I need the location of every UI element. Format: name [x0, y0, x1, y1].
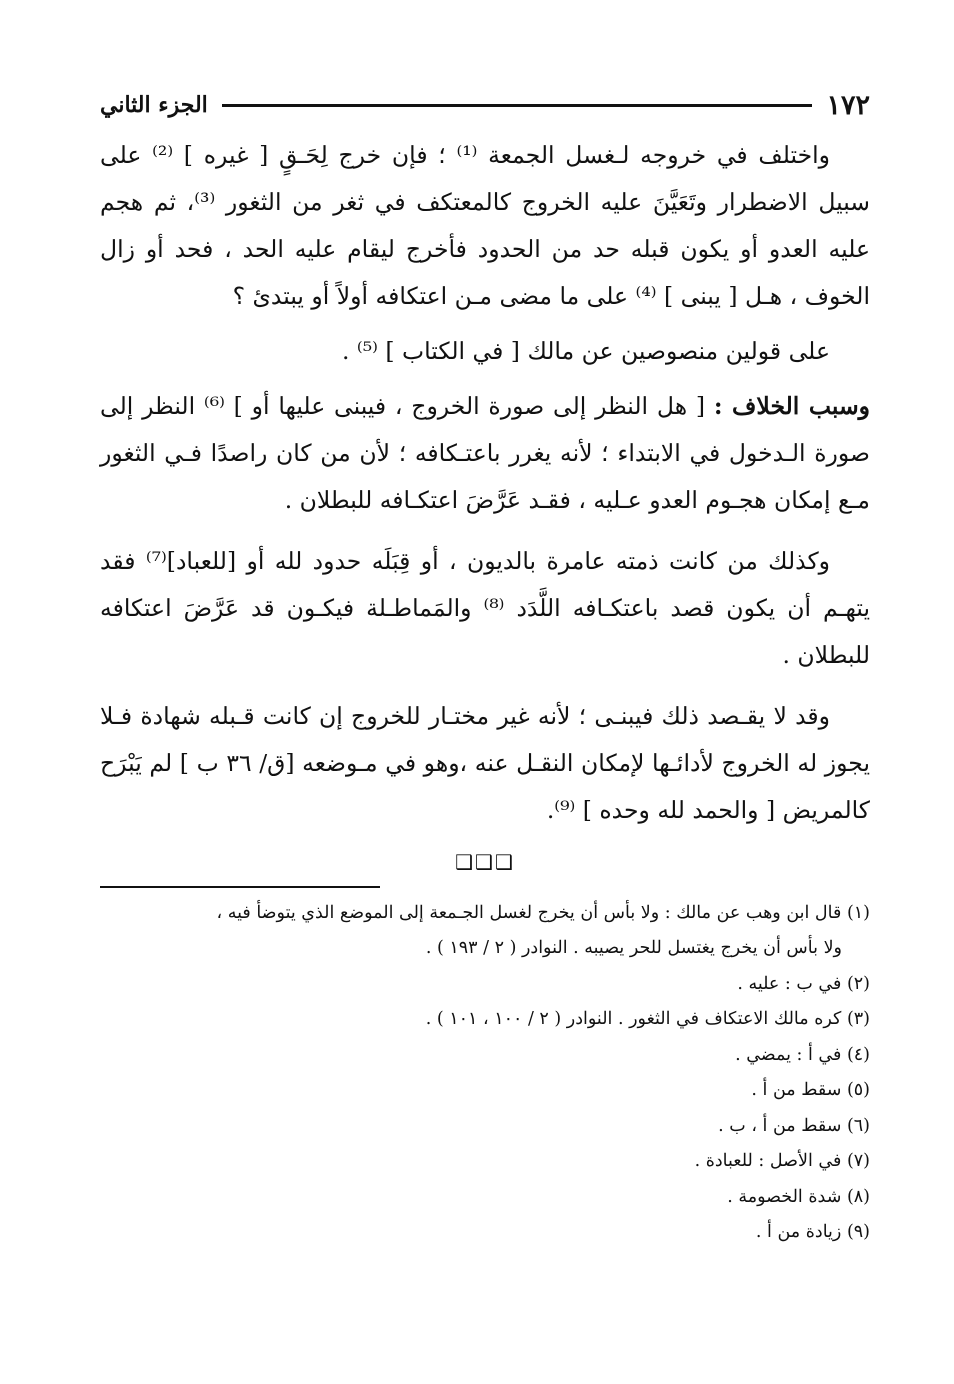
page-number: ١٧٢	[826, 89, 870, 121]
footnote-9	[100, 1215, 870, 1251]
footnote-text: قال ابن وهب عن مالك : ولا بأس أن يخرج لغسل الجـمعة إلى الموضع الذي يتوضأ فيه ،	[216, 902, 842, 923]
footnote-separator	[100, 886, 380, 888]
paragraph-5	[100, 693, 870, 834]
footnote-text: في الأصل : للعبادة .	[694, 1151, 842, 1171]
paragraph-2	[100, 328, 870, 375]
footnote-text: في أ : يمضي .	[735, 1044, 842, 1065]
footnote-number: (١)	[846, 902, 870, 923]
footnote-number: (٧)	[846, 1151, 870, 1171]
footnote-number: (٤)	[846, 1044, 870, 1065]
footnote-number: (٥)	[846, 1080, 870, 1100]
footnote-1-continuation: ولا بأس أن يخرج يغتسل للحر يصيبه . النوادر ( ٢ / ١٩٣ ) .	[425, 938, 842, 958]
paragraph-1-text: واختلف في خروجه لـغسل الجمعة ⁽¹⁾ ؛ فإن خرج لِحَـقٍ [ غيره ] ⁽²⁾ على سبيل الاضطرار وتَعَيَّنَ عليه الخروج كالمعتكف في ثغر من الثغور ⁽³⁾، ثم هجم عليه العدو أو يكون قبله حد من الحدود فأخرج ليقام عليه الحد ، فحد أو زال الخوف ، هـل [ يبنى ] ⁽⁴⁾ على ما مضى مـن اعتكافه أولاً أو يبتدئ ؟	[100, 141, 871, 310]
footnote-text: كره مالك الاعتكاف في الثغور . النوادر ( ٢ / ١٠٠ ، ١٠١ ) .	[425, 1009, 842, 1029]
paragraph-5-text: وقد لا يقـصد ذلك فيبنـى ؛ لأنه غير مختـار للخروج إن كانت قـبله شهادة فـلا يجوز له الخروج لأدائـها لإمكان النقـل عنه ،وهو في مـوضعه [ق/ ٣٦ ب ] لم يَبْرَح كالمريض [ والحمد لله وحده ] ⁽⁹⁾.	[100, 702, 870, 824]
footnote-number: (٩)	[846, 1222, 870, 1242]
footnote-number: (٦)	[846, 1115, 870, 1136]
footnote-number: (٨)	[846, 1186, 870, 1207]
footnote-text: سقط من أ ، ب .	[718, 1115, 842, 1136]
footnote-6	[100, 1109, 870, 1145]
header-rule	[222, 104, 813, 107]
main-text	[100, 132, 870, 834]
footnote-4	[100, 1038, 870, 1074]
footnote-text: في ب : عليه .	[737, 973, 842, 994]
footnote-3	[100, 1002, 870, 1038]
footnote-1	[100, 896, 870, 932]
footnote-5	[100, 1073, 870, 1109]
paragraph-3	[100, 383, 870, 524]
paragraph-2-text: على قولين منصوصين عن مالك [ في الكتاب ] ⁽⁵⁾ .	[341, 337, 830, 365]
footnote-8	[100, 1180, 870, 1216]
running-title: الجزء الثاني	[100, 92, 208, 118]
page-header	[100, 84, 870, 126]
footnote-7	[100, 1144, 870, 1180]
paragraph-3-text: [ هل النظر إلى صورة الخروج ، فيبنى عليها أو ] ⁽⁶⁾ النظر إلى صورة الـدخول في الابتداء ؛ لأنه يغرر باعتـكافه ؛ لأن من كان راصدًا فـي الثغور مـع إمكان هجـوم العدو عـليه ، فقـد عَرَّضَ اعتكـافه للبطلان .	[100, 392, 870, 514]
footnote-number: (٣)	[846, 1009, 870, 1029]
page	[100, 84, 870, 1251]
section-ornament: ❑❑❑	[455, 850, 515, 874]
footnote-text: شدة الخصومة .	[727, 1186, 842, 1207]
paragraph-4	[100, 538, 870, 679]
footnote-text: زيادة من أ .	[755, 1222, 842, 1242]
footnotes	[100, 896, 870, 1251]
footnote-number: (٢)	[846, 973, 870, 994]
footnote-text: سقط من أ .	[751, 1080, 842, 1100]
cause-label: وسبب الخلاف :	[713, 392, 871, 420]
footnote-2	[100, 967, 870, 1003]
paragraph-4-text: وكذلك من كانت ذمته عامرة بالديون ، أو قِبَلَه حدود لله أو [للعباد]⁽⁷⁾ فقد يتهـم أن يكون قصد باعتكـافه اللَّدَد ⁽⁸⁾ والمَماطـلة فيكـون قد عَرَّضَ اعتكافه للبطلان .	[100, 547, 870, 669]
paragraph-1	[100, 132, 870, 320]
